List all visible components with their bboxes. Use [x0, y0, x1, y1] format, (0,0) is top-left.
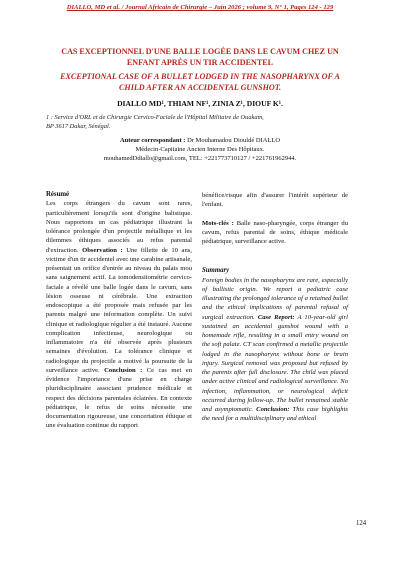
summary-intro-text: Foreign bodies in the nasopharynx are rare, especially of ballistic origin. We report a pediatric case illustrating the prolonged tolerance of a retained bullet and the ethical implications of parental refusal of surgical extraction.	[202, 276, 348, 321]
corresponding-author-label: Auteur correspondant :	[119, 137, 186, 144]
corresponding-author-line	[50, 136, 350, 145]
corresponding-author-title: Médecin-Capitaine Ancien Interne Des Hôpitaux.	[135, 146, 265, 153]
observation-label: Observation :	[82, 246, 123, 254]
summary-heading: Summary	[202, 267, 230, 275]
author-list: DIALLO MD¹, THIAM NF¹, ZINIA Z¹, DIOUF K¹.	[117, 99, 283, 108]
resume-intro-text: Les corps étrangers du cavum sont rares, particulièrement lorsqu'ils sont d'origine balistique. Nous rapportons un cas pédiatrique illustrant la tolérance prolongée d'un projectile métallique et les dilemmes éthiques associés au refus parental d'extraction.	[46, 200, 192, 254]
keywords-text: Balle naso-pharyngée, corps étranger du cavum, refus parental de soins, éthique médicale pédiatrique, surveillance active.	[202, 219, 348, 245]
corresponding-author-contact: mouhamedDdiallo@gmail.com, TEL: +221773710127 / +221761962944.	[103, 155, 297, 162]
case-report-label: Case Report:	[257, 313, 295, 321]
corresponding-author-name: Dr Mouhamadou Diouldé DIALLO	[185, 137, 281, 144]
keywords-label: Mots-clés :	[202, 219, 234, 227]
running-header: DIALLO, MD et al. / Journal Africain de Chirurgie – Juin 2026 ; volume 9, N° 1, Pages 124 - 129	[66, 4, 334, 11]
page-number: 124	[356, 520, 367, 527]
author-affiliation: 1 : Service d'ORL et de Chirurgie Cervico-Faciale de l'Hôpital Militaire de Ouakam, BP 3617 Dakar, Sénégal.	[46, 114, 264, 130]
resume-conclusion-text: Ce cas met en évidence l'importance d'une prise en charge pluridisciplinaire associant prudence médicale et respect des décisions parentales éclairées. En contexte pédiatrique, le refus de soins nécessite une documentation rigoureuse, une concertation éthique et une évaluation continue du rapport	[46, 366, 192, 430]
observation-text: Une fillette de 10 ans, victime d'un tir accidentel avec une carabine artisanale, présentait un orifice d'entrée au niveau du palais mou sans saignement actif. La tomodensitométrie cervico-faciale a révélé une balle logée dans le cavum, sans lésion osseuse ni cérébrale. Une extraction endoscopique a été proposée mais refusée par les parents malgré une information complète. Un suivi clinique et radiologique régulier a été instauré. Aucune complication infectieuse, neurologique ou inflammatoire n'a été observée après plusieurs semaines d'évolution. La tolérance clinique et radiologique du projectile a motivé la poursuite de la surveillance active.	[46, 246, 192, 374]
resume-column	[46, 190, 192, 431]
resume-conclusion-continued: bénéfice/risque afin d'assurer l'intérêt supérieur de l'enfant.	[202, 192, 348, 209]
summary-column	[202, 191, 348, 424]
case-report-text: A 10-year-old girl sustained an accidental gunshot wound with a homemade rifle, resulting in a small entry wound on the soft palate. CT scan confirmed a metallic projectile lodged in the nasopharynx without bone or brain injury. Surgical removal was proposed but refused by the parents after full disclosure. The child was placed under active clinical and radiological surveillance. No infection, inflammation, or neurological deficit occurred during follow-up. The bullet remained stable and asymptomatic.	[202, 313, 348, 413]
article-title-french: CAS EXCEPTIONNEL D'UNE BALLE LOGÉE DANS LE CAVUM CHEZ UN ENFANT APRÈS UN TIR ACCIDENTEL	[61, 47, 339, 67]
article-title-english: EXCEPTIONAL CASE OF A BULLET LODGED IN THE NASOPHARYNX OF A CHILD AFTER AN ACCIDENTAL GUNSHOT.	[60, 72, 340, 92]
resume-heading: Résumé	[46, 191, 70, 198]
summary-conclusion-label: Conclusion:	[256, 406, 290, 413]
summary-conclusion-text: This case highlights the need for a multidisciplinary and ethical	[202, 406, 348, 423]
resume-conclusion-label: Conclusion :	[104, 366, 143, 374]
corresponding-author-block	[50, 136, 350, 163]
